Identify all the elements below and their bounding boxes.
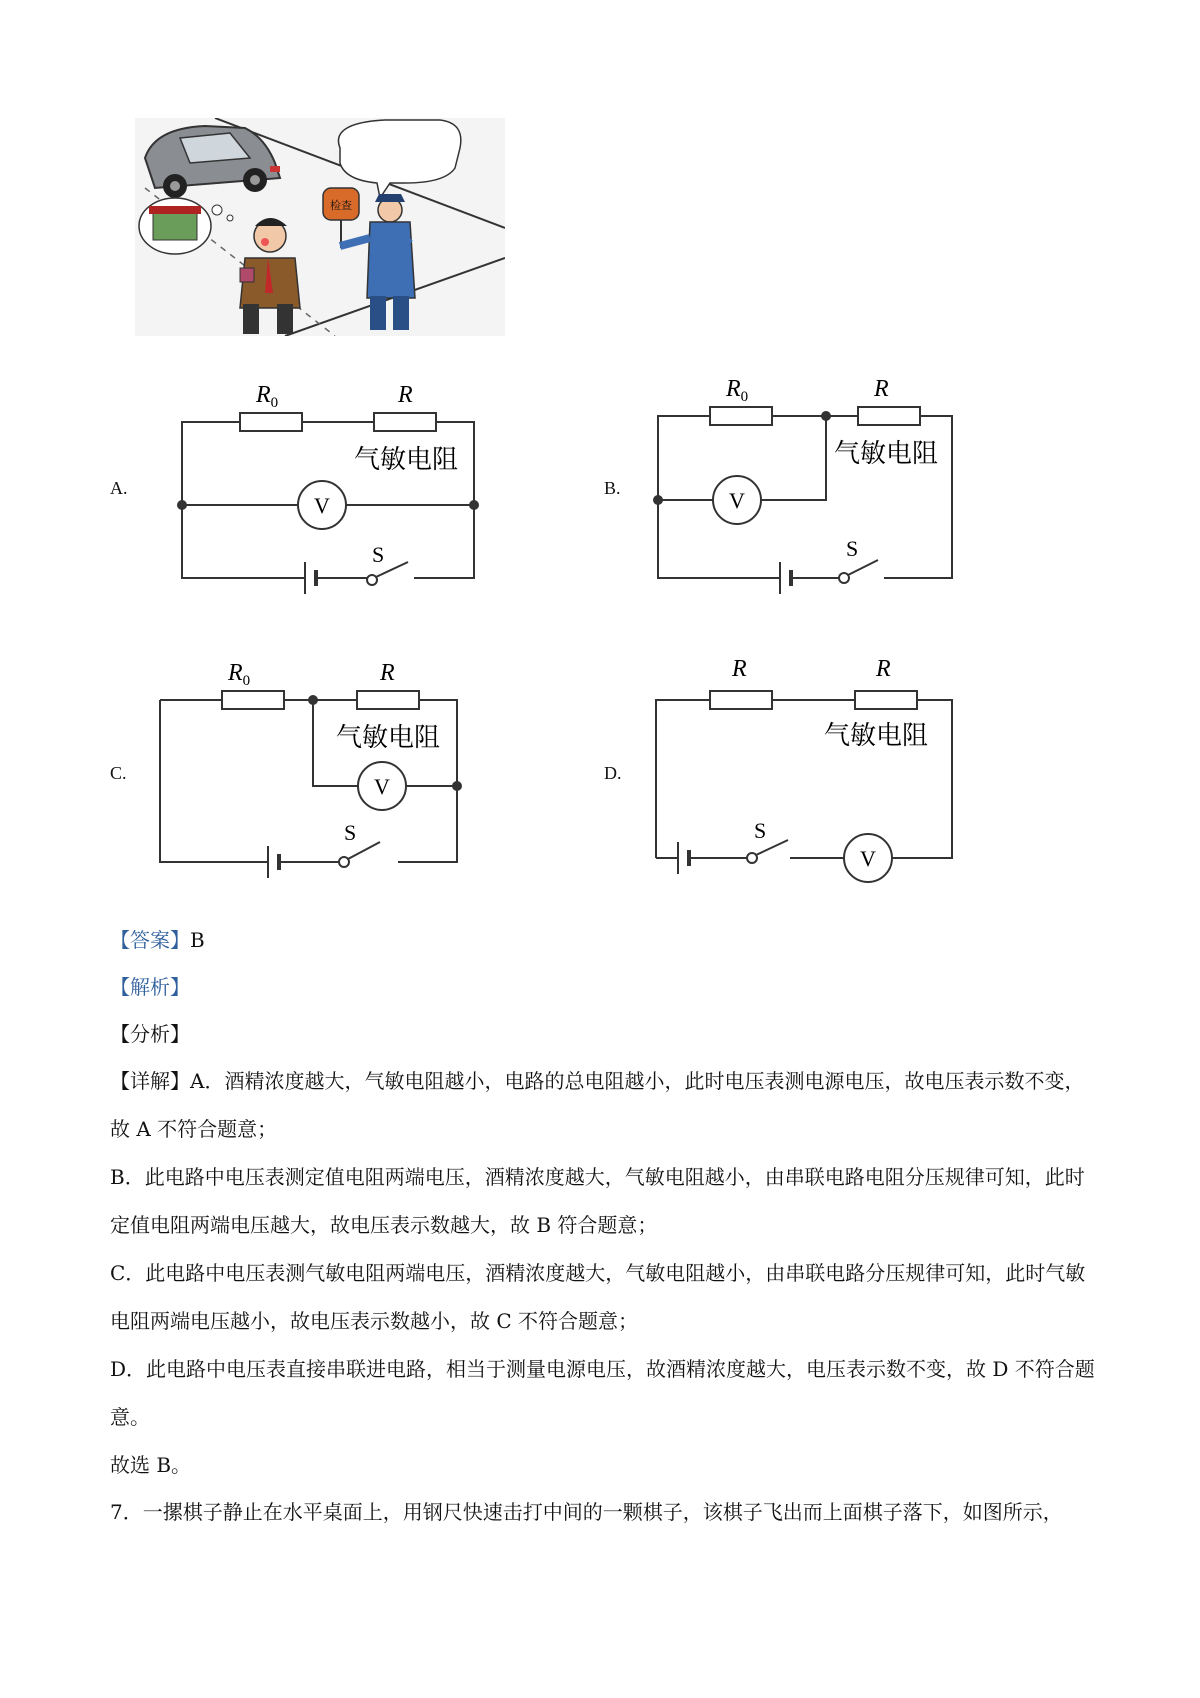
detail-tag: 【详解】 xyxy=(110,1069,190,1093)
svg-text:R xyxy=(731,656,747,682)
r0-label: R xyxy=(256,382,271,408)
fenxi-line: 【分析】 xyxy=(110,1022,190,1046)
switch-label: S xyxy=(754,818,767,843)
detail-a xyxy=(110,1057,1100,1153)
conclusion: 故选 B。 xyxy=(110,1453,192,1477)
detail-c: C．此电路中电压表测气敏电阻两端电压，酒精浓度越大，气敏电阻越小，由串联电路分压规律可知，此时气敏电阻两端电压越小，故电压表示数越小，故 C 不符合题意； xyxy=(110,1261,1086,1333)
voltmeter-label: V xyxy=(314,493,330,518)
r0-subscript: 0 xyxy=(270,395,279,411)
option-label-b: B. xyxy=(604,478,621,498)
switch-label: S xyxy=(846,536,859,561)
sensor-label: 气敏电阻 xyxy=(354,445,459,474)
analysis-line xyxy=(110,963,1100,1011)
option-label-a: A. xyxy=(110,478,128,498)
r-label: R xyxy=(876,656,891,682)
circuit-d xyxy=(650,650,960,890)
switch-label: S xyxy=(344,820,357,845)
sign-text: 检查 xyxy=(330,199,352,212)
option-label-c: C. xyxy=(110,763,127,783)
detail-d: D．此电路中电压表直接串联进电路，相当于测量电源电压，故酒精浓度越大，电压表示数不变，故 D 不符合题意。 xyxy=(110,1357,1095,1429)
detail-b: B．此电路中电压表测定值电阻两端电压，酒精浓度越大，气敏电阻越小，由串联电路电阻分压规律可知，此时定值电阻两端电压越大，故电压表示数越大，故 B 符合题意； xyxy=(110,1165,1085,1237)
r0-label: R xyxy=(228,660,243,686)
answer-tag: 【答案】 xyxy=(110,928,190,952)
circuit-b xyxy=(650,360,960,610)
answer-value: B xyxy=(190,928,205,952)
r0-label: R xyxy=(726,376,741,402)
r-label: R xyxy=(874,376,889,402)
r-label: R xyxy=(380,660,395,686)
option-label-d: D. xyxy=(604,763,622,783)
circuit-a xyxy=(160,360,490,610)
voltmeter-label: V xyxy=(729,488,745,513)
svg-text:R0 xyxy=(227,660,250,689)
detail-a-text: A．酒精浓度越大，气敏电阻越小，电路的总电阻越小，此时电压表测电源电压，故电压表示数不变，故 A 不符合题意； xyxy=(110,1069,1085,1141)
svg-text:R0 xyxy=(725,376,748,405)
svg-text:R0 xyxy=(255,382,278,411)
r-label: R xyxy=(398,382,413,408)
voltmeter-label: V xyxy=(860,846,876,871)
analysis-tag: 【解析】 xyxy=(110,975,190,999)
sensor-label: 气敏电阻 xyxy=(336,723,441,752)
answer-line xyxy=(110,916,1100,964)
sensor-label: 气敏电阻 xyxy=(834,439,939,468)
r0-subscript: 0 xyxy=(740,389,749,405)
r-left-label: R xyxy=(732,656,747,682)
illustration-drunk-driving xyxy=(135,118,505,336)
circuit-c xyxy=(150,650,470,890)
r0-subscript: 0 xyxy=(242,673,251,689)
voltmeter-label: V xyxy=(374,774,390,799)
sensor-label: 气敏电阻 xyxy=(824,721,929,750)
switch-label: S xyxy=(372,542,385,567)
next-question: 7．一摞棋子静止在水平桌面上，用钢尺快速击打中间的一颗棋子，该棋子飞出而上面棋子落下，如图所示， xyxy=(110,1500,1063,1524)
